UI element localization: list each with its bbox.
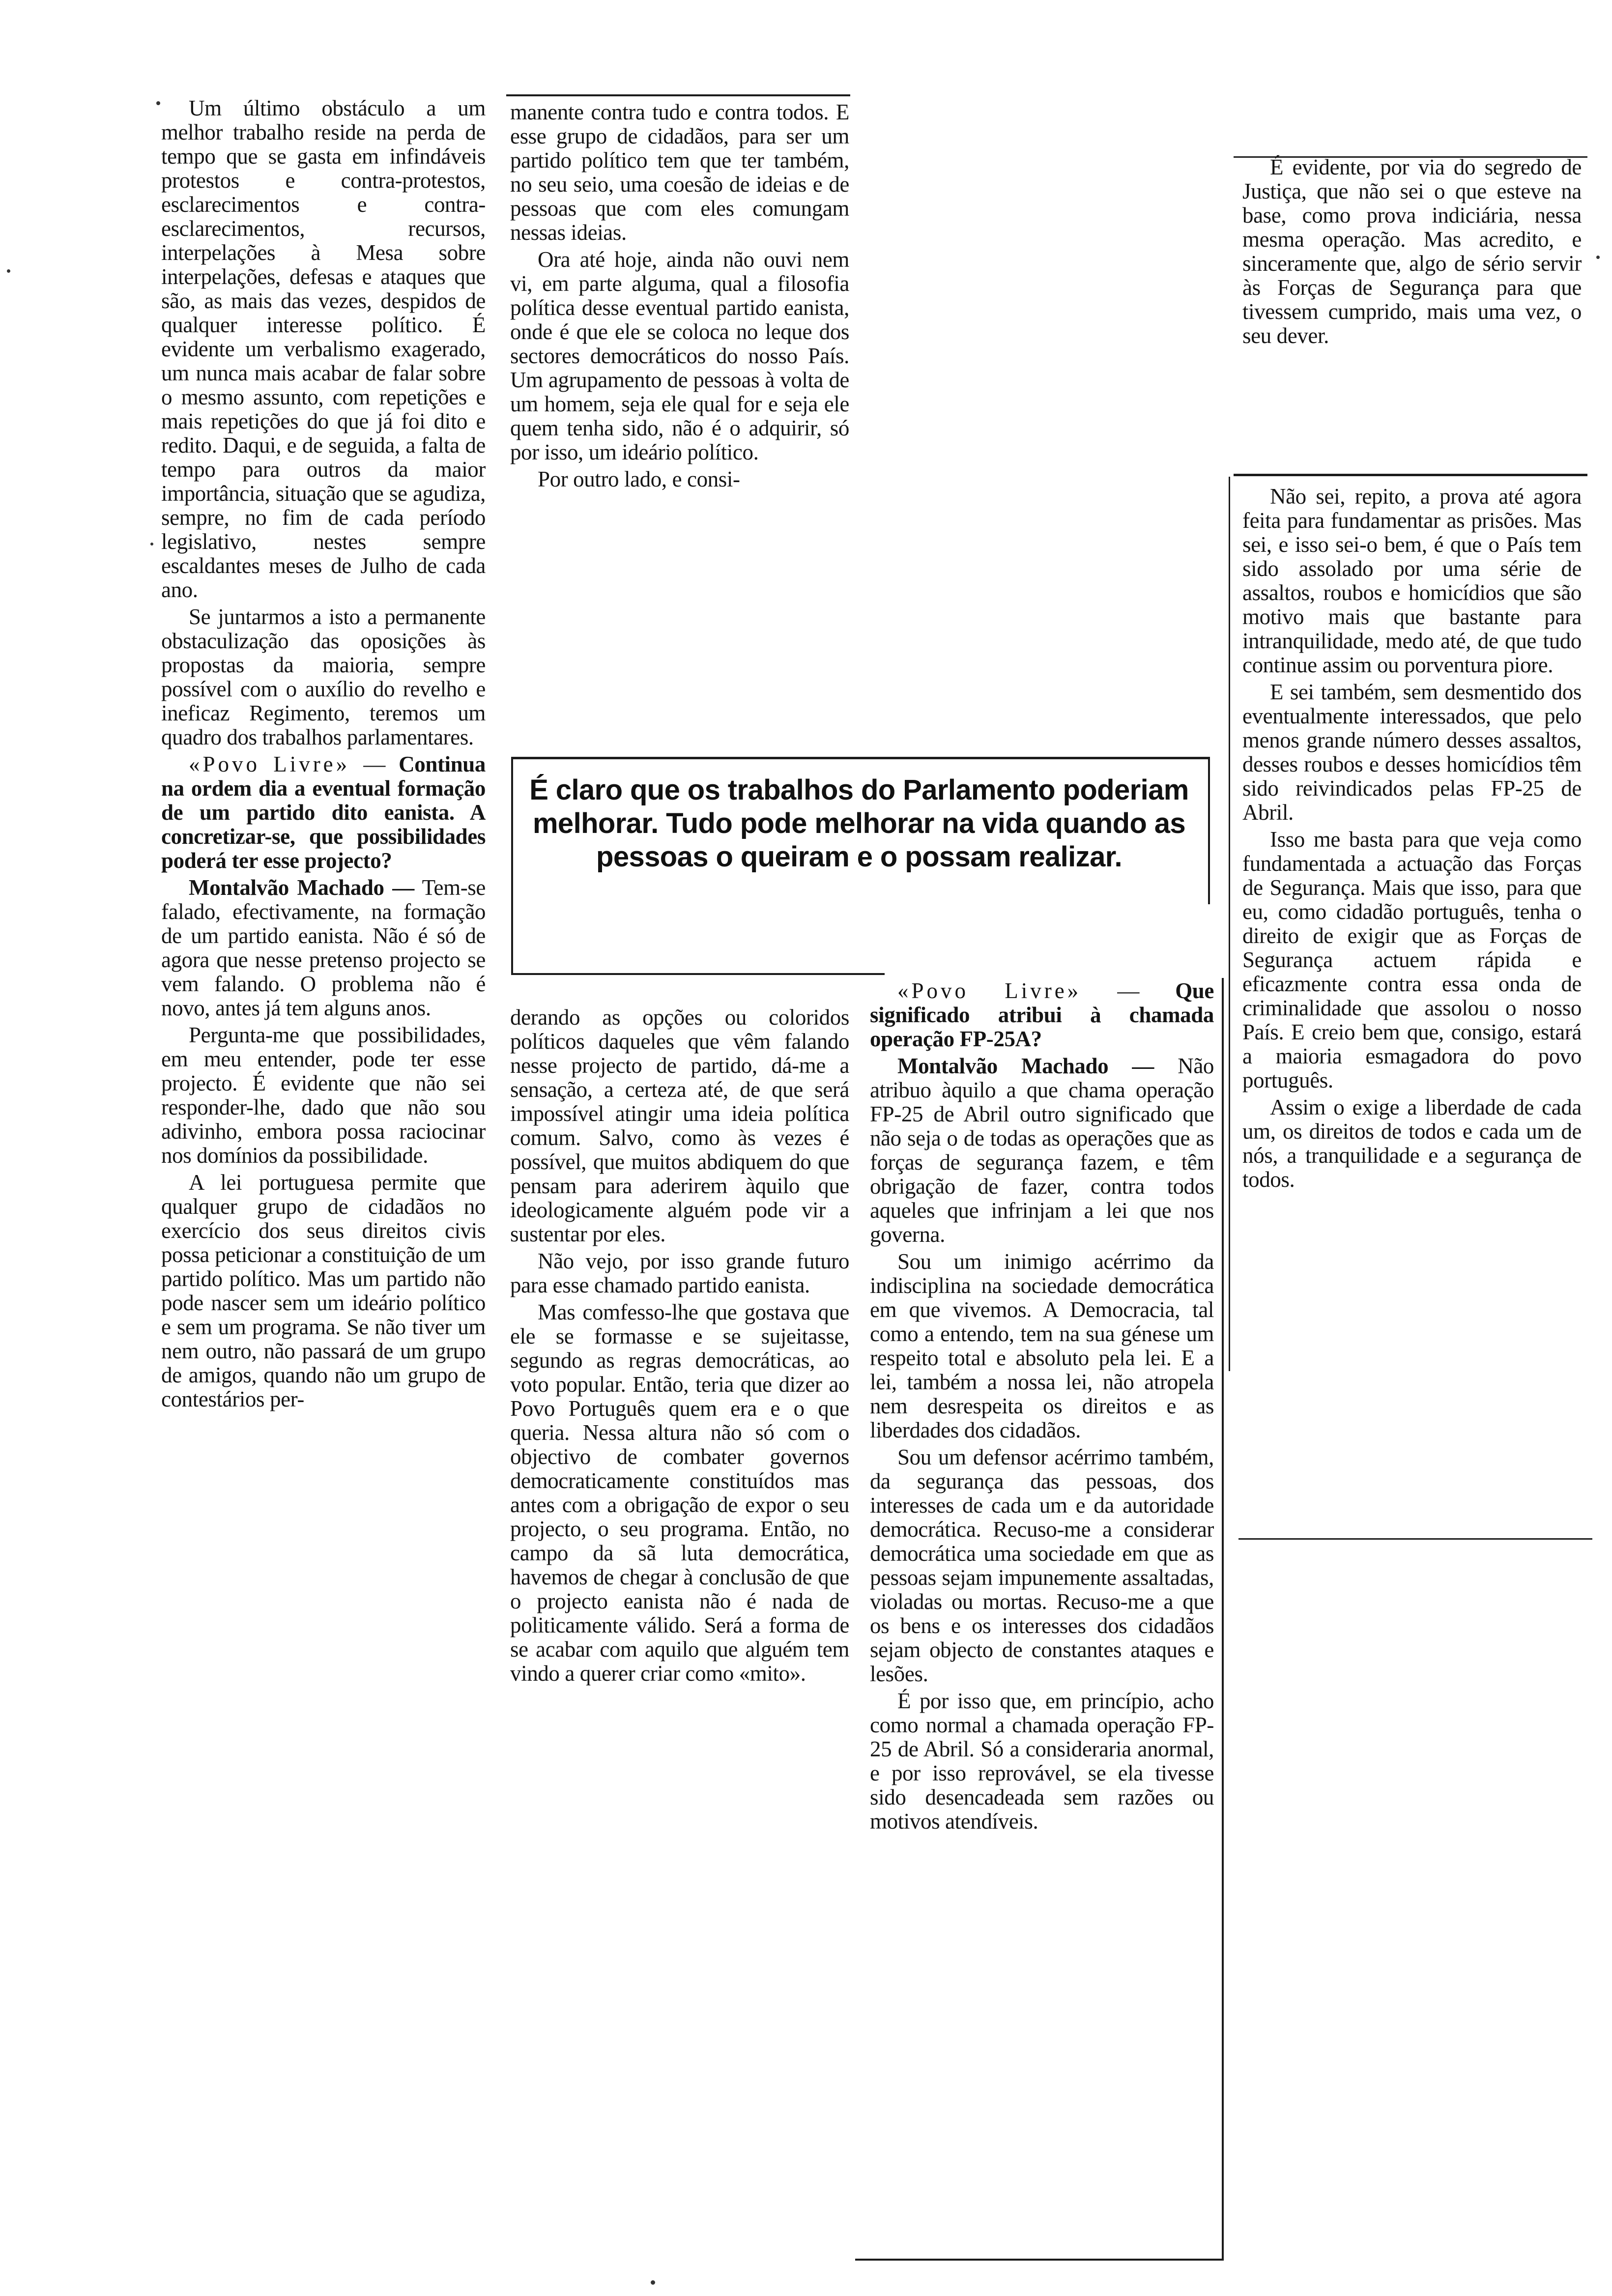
photocopy-speck bbox=[156, 101, 160, 105]
paragraph: Um último obstáculo a um melhor trabalho reside na perda de tempo que se gasta em infindáveis protestos e contra-protestos, esclarecimentos e contra-esclarecimentos, recursos, interpelações à Mesa sobre interpelações, defesas e ataques que são, as mais das vezes, despidos de qualquer interesse político. É evidente um verbalismo exagerado, um nunca mais acabar de falar sobre o mesmo assunto, com repetições e mais repetições do que já foi dito e redito. Daqui, e de seguida, a falta de tempo para outros da maior importância, situação que se agudiza, sempre, no fim de cada período legislativo, nestes sempre escaldantes meses de Julho de cada ano. bbox=[161, 96, 486, 602]
question-text: Que significado atribui à chamada operação FP-25A? bbox=[870, 978, 1214, 1051]
column-3 bbox=[870, 979, 1214, 1834]
photocopy-speck bbox=[651, 2280, 655, 2285]
paragraph: Sou um defensor acérrimo também, da segurança das pessoas, dos interesses de cada um e da autoridade democrática. Recuso-me a considerar democrática uma sociedade em que as pessoas sejam impunemente assaltadas, violadas ou mortas. Recuso-me a que os bens e os interesses dos cidadãos sejam objecto de constantes ataques e lesões. bbox=[870, 1445, 1214, 1686]
paragraph: Não sei, repito, a prova até agora feita para fundamentar as prisões. Mas sei, e isso sei-o bem, é que o País tem sido assolado por uma série de assaltos, roubos e homicídios que são motivo mais que bastante para intranquilidade, medo até, de que tudo continue assim ou porventura piore. bbox=[1242, 484, 1582, 677]
paragraph: manente contra tudo e contra todos. E esse grupo de cidadãos, para ser um partido político tem que ter também, no seu seio, uma coesão de ideias e de pessoas que com eles comungam nessas ideias. bbox=[510, 100, 849, 245]
paragraph: Pergunta-me que possibilidades, em meu entender, pode ter esse projecto. É evidente que não sei responder-lhe, dado que não sou adivinho, embora possa raciocinar nos domínios da possibilidade. bbox=[161, 1023, 486, 1168]
photocopy-speck bbox=[1596, 256, 1600, 259]
paragraph: Se juntarmos a isto a permanente obstaculização das oposições às propostas da maioria, sempre possível com o auxílio do revelho e ineficaz Regimento, teremos um quadro dos trabalhos parlamentares. bbox=[161, 604, 486, 749]
pull-quote-rule-bottom bbox=[511, 973, 885, 975]
paragraph: É por isso que, em princípio, acho como normal a chamada operação FP-25 de Abril. Só a consideraria anormal, e por isso reprovável, se ela tivesse sido desencadeada sem razões ou motivos atendíveis. bbox=[870, 1689, 1214, 1834]
paragraph: É evidente, por via do segredo de Justiça, que não sei o que esteve na base, como prova indiciária, nessa mesma operação. Mas acredito, e sinceramente que, algo de sério servir às Forças de Segurança para que tivessem cumprido, mais uma vez, o seu dever. bbox=[1242, 155, 1582, 348]
question-text: Continua na ordem dia a eventual formação de um partido dito eanista. A concretizar-se, que possibilidades poderá ter esse projecto? bbox=[161, 752, 486, 873]
column-4-bottom bbox=[1242, 485, 1582, 1192]
column-top-rule bbox=[506, 94, 850, 96]
pull-quote-rule-top bbox=[511, 757, 1209, 759]
paragraph: E sei também, sem desmentido dos eventualmente interessados, que pelo menos grande número desses assaltos, desses roubos e desses homicídios têm sido reivindicados pelas FP-25 de Abril. bbox=[1242, 680, 1582, 825]
paragraph: Assim o exige a liberdade de cada um, os direitos de todos e cada um de nós, a tranquilidade e a segurança de todos. bbox=[1242, 1095, 1582, 1192]
interview-question bbox=[870, 979, 1214, 1051]
photocopy-speck bbox=[150, 543, 153, 545]
column-4-separator bbox=[1234, 474, 1587, 476]
column-3-right-rule bbox=[1222, 978, 1224, 2261]
column-2-top bbox=[510, 100, 849, 491]
pull-quote: É claro que os trabalhos do Parlamento poderiam melhorar. Tudo pode melhorar na vida quando as pessoas o queiram e o possam realizar. bbox=[529, 774, 1189, 873]
question-speaker: «Povo Livre» — bbox=[897, 978, 1143, 1003]
paragraph: Isso me basta para que veja como fundamentada a actuação das Forças de Segurança. Mais que isso, para que eu, como cidadão português, tenha o direito de exigir que as Forças de Segurança actuem rápida e eficazmente contra essa onda de criminalidade que assolou o nosso País. E creio bem que, consigo, estará a maioria esmagadora do povo português. bbox=[1242, 827, 1582, 1092]
paragraph: Ora até hoje, ainda não ouvi nem vi, em parte alguma, qual a filosofia política desse eventual partido eanista, onde é que ele se coloca no leque dos sectores democráticos do nosso País. Um agrupamento de pessoas à volta de um homem, seja ele qual for e seja ele quem tenha sido, não é o adquirir, só por isso, um ideário político. bbox=[510, 247, 849, 464]
answer-speaker: Montalvão Machado — bbox=[897, 1054, 1154, 1078]
answer-text: Não atribuo àquilo a que chama operação FP-25 de Abril outro significado que não seja o de todas as operações que as forças de segurança fazem, e têm obrigação de fazer, contra todos aqueles que infrinjam a lei que nos governa. bbox=[870, 1054, 1214, 1247]
interview-question bbox=[161, 752, 486, 873]
column-4-top bbox=[1242, 155, 1582, 348]
interview-answer bbox=[161, 876, 486, 1020]
column-3-bottom-rule bbox=[855, 2259, 1224, 2261]
question-speaker: «Povo Livre» — bbox=[189, 752, 389, 776]
pull-quote-rule-right bbox=[1208, 757, 1210, 904]
column-1 bbox=[161, 96, 486, 1411]
pull-quote-rule-left bbox=[511, 757, 513, 973]
answer-text: Tem-se falado, efectivamente, na formação de um partido eanista. Não é só de agora que nesse pretenso projecto se vem falando. O problema não é novo, antes já tem alguns anos. bbox=[161, 875, 486, 1020]
paragraph: Mas comfesso-lhe que gostava que ele se formasse e se sujeitasse, segundo as regras democráticas, ao voto popular. Então, teria que dizer ao Povo Português quem era e o que queria. Nessa altura não só com o objectivo de combater governos democraticamente constituídos mas antes com a obrigação de expor o seu projecto, o seu programa. Então, no campo da sã luta democrática, havemos de chegar à conclusão de que o projecto eanista não é nada de politicamente válido. Será a forma de se acabar com aquilo que alguém tem vindo a querer criar como «mito». bbox=[510, 1300, 849, 1686]
paragraph: derando as opções ou coloridos políticos daqueles que vêm falando nesse projecto de partido, dá-me a sensação, a certeza até, de que será impossível atingir uma ideia política comum. Salvo, como às vezes é possível, que muitos abdiquem do que pensam para aderirem àquilo que ideologicamente alguém pode vir a sustentar por eles. bbox=[510, 1005, 849, 1246]
answer-speaker: Montalvão Machado — bbox=[189, 875, 414, 900]
paragraph: Não vejo, por isso grande futuro para esse chamado partido eanista. bbox=[510, 1249, 849, 1297]
photocopy-speck bbox=[7, 269, 10, 273]
paragraph: Sou um inimigo acérrimo da indisciplina na sociedade democrática em que vivemos. A Democracia, tal como a entendo, tem na sua génese um respeito total e absoluto pela lei. E a lei, também a nossa lei, não atropela nem desrespeita os direitos e as liberdades dos cidadãos. bbox=[870, 1249, 1214, 1442]
interview-answer bbox=[870, 1054, 1214, 1247]
column-2-bottom bbox=[510, 1005, 849, 1686]
paragraph: A lei portuguesa permite que qualquer grupo de cidadãos no exercício dos seus direitos civis possa peticionar a constituição de um partido político. Mas um partido não pode nascer sem um ideário político e sem um programa. Se não tiver um nem outro, não passará de um grupo de amigos, quando não um grupo de contestários per- bbox=[161, 1170, 486, 1411]
paragraph: Por outro lado, e consi- bbox=[538, 467, 740, 491]
column-4-bottom-rule bbox=[1238, 1538, 1592, 1540]
column-4-left-rule bbox=[1229, 477, 1230, 1371]
